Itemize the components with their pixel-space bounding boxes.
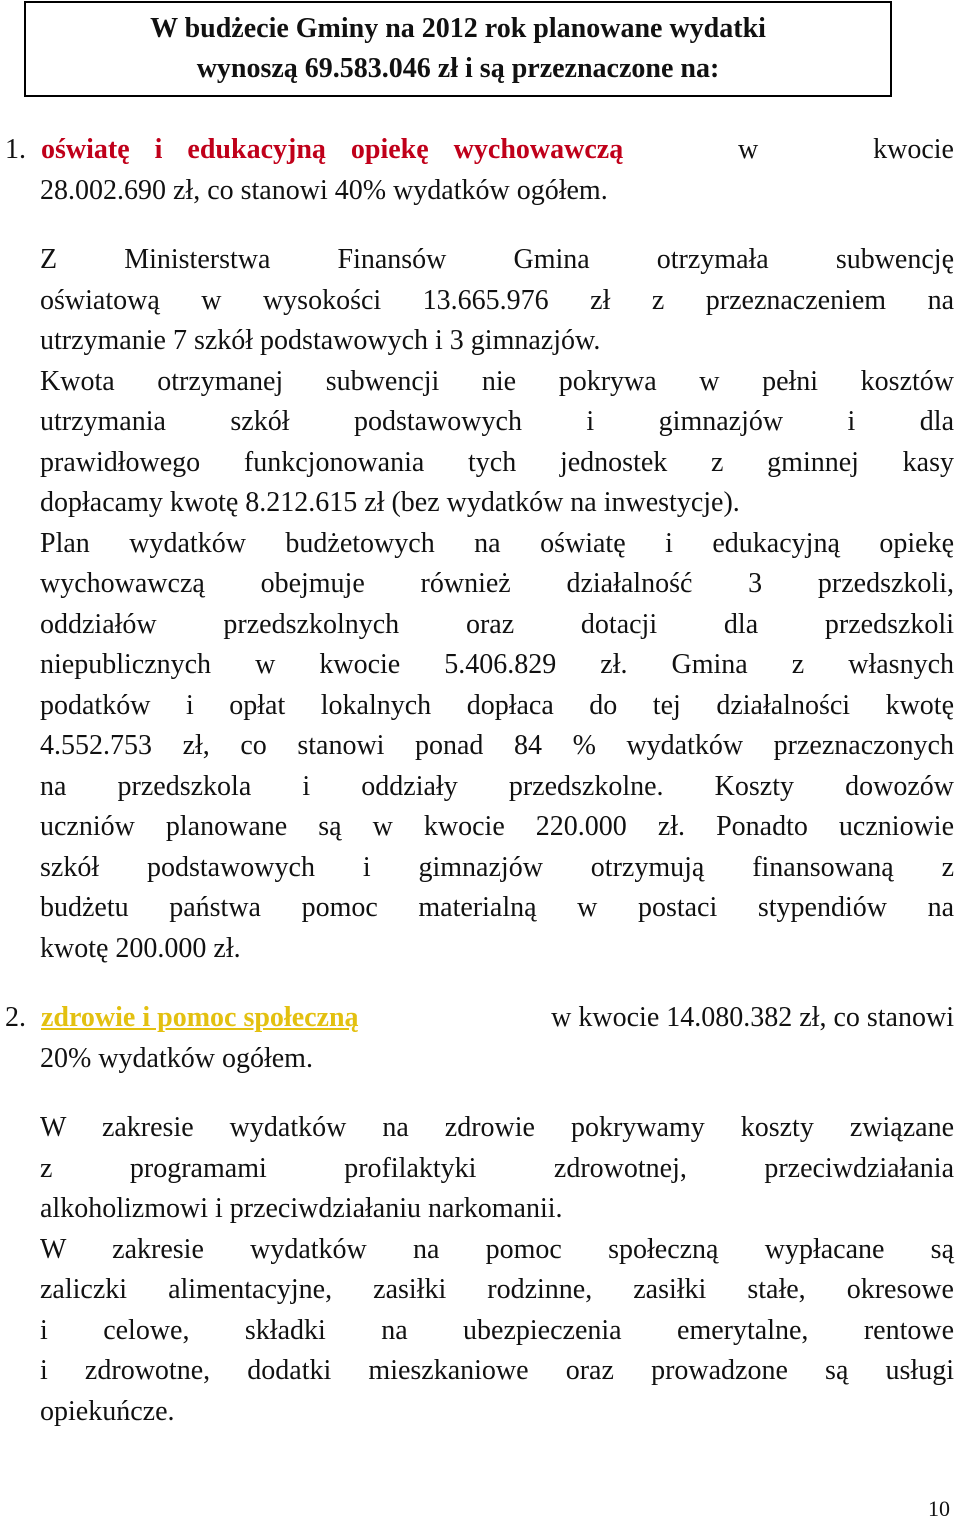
para1-line: oddziałów przedszkolnych oraz dotacji dla przedszkoli — [40, 608, 954, 640]
para2-line: i celowe, składki na ubezpieczenia emerytalne, rentowe — [40, 1314, 954, 1346]
section-1-first-line — [5, 130, 954, 171]
para2-line: zaliczki alimentacyjne, zasiłki rodzinne, zasiłki stałe, okresowe — [40, 1274, 954, 1305]
section-1-tail-w: w — [738, 134, 759, 165]
section-1-number: 1. — [5, 134, 26, 165]
para1-line: podatków i opłat lokalnych dopłaca do tej działalności kwotę — [40, 689, 954, 721]
para1-line: kwotę 200.000 zł. — [40, 932, 241, 964]
para2-line: z programami profilaktyki zdrowotnej, przeciwdziałania — [40, 1152, 954, 1184]
para1-line: Plan wydatków budżetowych na oświatę i edukacyjną opiekę — [40, 527, 954, 559]
para2-line: opiekuńcze. — [40, 1395, 175, 1427]
section-1 — [5, 130, 954, 211]
para1-line: budżetu państwa pomoc materialną w postaci stypendiów na — [40, 892, 954, 923]
para1-line: oświatową w wysokości 13.665.976 zł z przeznaczeniem na — [40, 284, 954, 316]
para2-line: alkoholizmowi i przeciwdziałaniu narkomanii. — [40, 1193, 563, 1224]
para1-line: Kwota otrzymanej subwencji nie pokrywa w pełni kosztów — [40, 365, 954, 397]
page-number: 10 — [928, 1496, 950, 1521]
para1-line: dopłacamy kwotę 8.212.615 zł (bez wydatków na inwestycje). — [40, 487, 740, 518]
title-box — [24, 1, 892, 97]
para2-line: i zdrowotne, dodatki mieszkaniowe oraz prowadzone są usługi — [40, 1355, 954, 1386]
title-line-1: W budżecie Gminy na 2012 rok planowane wydatki — [150, 13, 766, 44]
paragraph-oswiata — [40, 240, 954, 969]
section-2-heading: zdrowie i pomoc społeczną — [41, 1002, 359, 1033]
para2-line: W zakresie wydatków na zdrowie pokrywamy koszty związane — [40, 1112, 954, 1143]
title-line-2: wynoszą 69.583.046 zł i są przeznaczone na: — [196, 53, 720, 84]
para1-line: Z Ministerstwa Finansów Gmina otrzymała subwencję — [40, 244, 954, 275]
para1-line: prawidłowego funkcjonowania tych jednostek z gminnej kasy — [40, 446, 954, 478]
para1-line: 4.552.753 zł, co stanowi ponad 84 % wydatków przeznaczonych — [40, 730, 954, 761]
section-2-number: 2. — [5, 1002, 26, 1033]
para2-line: W zakresie wydatków na pomoc społeczną wypłacane są — [40, 1233, 954, 1265]
para1-line: utrzymania szkół podstawowych i gimnazjów i dla — [40, 406, 954, 437]
section-2-tail: w kwocie 14.080.382 zł, co stanowi — [551, 1002, 954, 1033]
para1-line: szkół podstawowych i gimnazjów otrzymują finansowaną z — [40, 851, 954, 883]
section-1-tail-kwocie: kwocie — [873, 134, 954, 165]
section-2 — [5, 998, 954, 1079]
section-1-continuation: 28.002.690 zł, co stanowi 40% wydatków ogółem. — [40, 174, 608, 206]
para1-line: niepublicznych w kwocie 5.406.829 zł. Gmina z własnych — [40, 649, 954, 680]
section-1-heading: oświatę i edukacyjną opiekę wychowawczą — [41, 134, 624, 165]
section-2-continuation: 20% wydatków ogółem. — [40, 1042, 313, 1074]
section-2-first-line — [5, 998, 954, 1039]
para1-line: na przedszkola i oddziały przedszkolne. Koszty dowozów — [40, 770, 954, 802]
para1-line: utrzymanie 7 szkół podstawowych i 3 gimnazjów. — [40, 325, 601, 356]
para1-line: wychowawczą obejmuje również działalność 3 przedszkoli, — [40, 568, 954, 599]
para1-line: uczniów planowane są w kwocie 220.000 zł. Ponadto uczniowie — [40, 811, 954, 842]
paragraph-zdrowie — [40, 1108, 954, 1432]
